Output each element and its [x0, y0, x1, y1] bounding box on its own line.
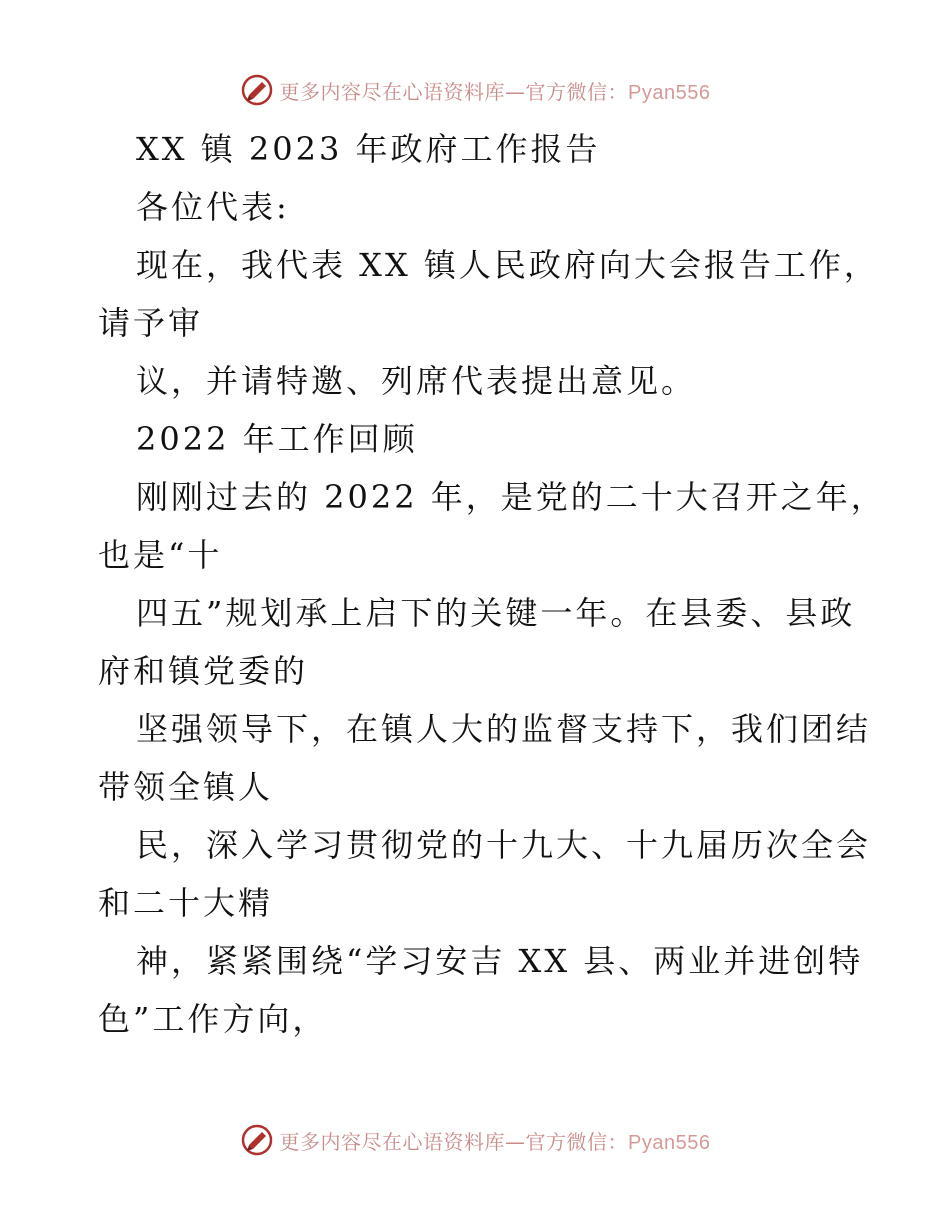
text-line: 现在，我代表 XX 镇人民政府向大会报告工作，	[136, 246, 879, 284]
pen-logo-icon	[240, 1123, 274, 1157]
text-line: 2022 年工作回顾	[136, 420, 418, 458]
header-watermark	[0, 70, 950, 110]
text-line: 各位代表:	[136, 188, 290, 226]
text-line: 刚刚过去的 2022 年，是党的二十大召开之年，	[136, 478, 886, 516]
text-line: 议，并请特邀、列席代表提出意见。	[136, 362, 697, 400]
document-body	[98, 120, 886, 1048]
text-line: 民，深入学习贯彻党的十九大、十九届历次全会	[136, 826, 872, 864]
footer-watermark	[0, 1120, 950, 1160]
text-line: 府和镇党委的	[98, 652, 309, 690]
text-line: 和二十大精	[98, 884, 274, 922]
text-line: 四五”规划承上启下的关键一年。在县委、县政	[136, 594, 856, 632]
text-line: 请予审	[98, 304, 204, 342]
pen-logo-icon	[240, 73, 274, 107]
watermark-text: 更多内容尽在心语资料库—官方微信：Pyan556	[279, 79, 711, 104]
text-line: 神，紧紧围绕“学习安吉 XX 县、两业并进创特	[136, 942, 864, 980]
text-line: 色”工作方向，	[98, 1000, 328, 1038]
watermark-text: 更多内容尽在心语资料库—官方微信：Pyan556	[279, 1129, 711, 1154]
text-line: XX 镇 2023 年政府工作报告	[136, 130, 601, 168]
text-line: 也是“十	[98, 536, 223, 574]
text-line: 带领全镇人	[98, 768, 274, 806]
text-line: 坚强领导下，在镇人大的监督支持下，我们团结	[136, 710, 872, 748]
